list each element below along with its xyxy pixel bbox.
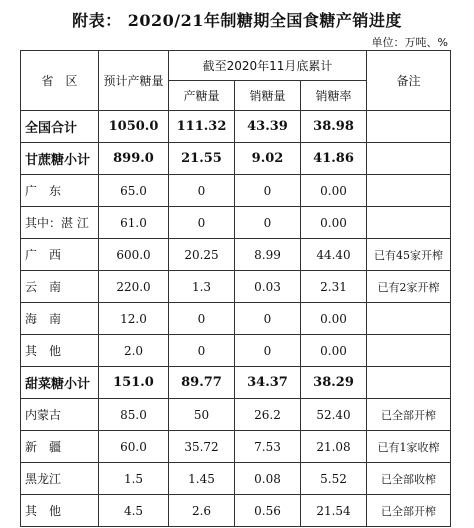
table-row — [21, 463, 451, 495]
cell-remarks — [367, 207, 451, 239]
header-sales-rate: 销糖率 — [301, 81, 367, 111]
table-row — [21, 271, 451, 303]
cell-sales: 7.53 — [235, 431, 301, 463]
cell-production: 50 — [169, 399, 235, 431]
cell-sales-rate: 0.00 — [301, 207, 367, 239]
cell-forecast: 151.0 — [99, 367, 169, 399]
cell-sales-rate: 0.00 — [301, 335, 367, 367]
cell-sales-rate: 38.29 — [301, 367, 367, 399]
table-row — [21, 303, 451, 335]
cell-sales-rate: 52.40 — [301, 399, 367, 431]
cell-sales-rate: 2.31 — [301, 271, 367, 303]
cell-remarks — [367, 111, 451, 143]
table-row — [21, 239, 451, 271]
cell-province: 广 东 — [21, 175, 99, 207]
cell-forecast: 85.0 — [99, 399, 169, 431]
cell-production: 1.3 — [169, 271, 235, 303]
cell-forecast: 65.0 — [99, 175, 169, 207]
cell-province: 其 他 — [21, 335, 99, 367]
cell-province: 内蒙古 — [21, 399, 99, 431]
cell-sales: 0 — [235, 207, 301, 239]
table-row — [21, 207, 451, 239]
cell-forecast: 4.5 — [99, 495, 169, 527]
header-production: 产糖量 — [169, 81, 235, 111]
cell-sales: 8.99 — [235, 239, 301, 271]
cell-sales: 43.39 — [235, 111, 301, 143]
cell-remarks: 已有45家开榨 — [367, 239, 451, 271]
table-row — [21, 367, 451, 399]
table-row — [21, 399, 451, 431]
cell-forecast: 600.0 — [99, 239, 169, 271]
cell-sales: 0 — [235, 175, 301, 207]
cell-production: 20.25 — [169, 239, 235, 271]
cell-remarks — [367, 367, 451, 399]
cell-sales-rate: 0.00 — [301, 303, 367, 335]
cell-province: 甘蔗糖小计 — [21, 143, 99, 175]
cell-sales-rate: 41.86 — [301, 143, 367, 175]
cell-remarks — [367, 303, 451, 335]
cell-province: 广 西 — [21, 239, 99, 271]
table-row — [21, 495, 451, 527]
cell-forecast: 12.0 — [99, 303, 169, 335]
unit-label: 单位：万吨、% — [371, 36, 448, 49]
cell-production: 111.32 — [169, 111, 235, 143]
cell-sales: 0.08 — [235, 463, 301, 495]
cell-sales-rate: 21.08 — [301, 431, 367, 463]
cell-production: 0 — [169, 207, 235, 239]
cell-production: 21.55 — [169, 143, 235, 175]
cell-remarks: 已有1家收榨 — [367, 431, 451, 463]
cell-province: 甜菜糖小计 — [21, 367, 99, 399]
header-sales: 销糖量 — [235, 81, 301, 111]
cell-sales-rate: 0.00 — [301, 175, 367, 207]
cell-sales-rate: 44.40 — [301, 239, 367, 271]
cell-sales: 0 — [235, 335, 301, 367]
cell-remarks: 已全部开榨 — [367, 495, 451, 527]
cell-sales: 9.02 — [235, 143, 301, 175]
page-title: 附表： 2020/21年制糖期全国食糖产销进度 — [72, 11, 402, 30]
cell-production: 2.6 — [169, 495, 235, 527]
cell-remarks: 已全部收榨 — [367, 463, 451, 495]
cell-remarks: 已全部开榨 — [367, 399, 451, 431]
header-cumulative-group: 截至2020年11月底累计 — [169, 51, 367, 81]
cell-sales-rate: 38.98 — [301, 111, 367, 143]
cell-forecast: 1.5 — [99, 463, 169, 495]
header-remarks: 备注 — [367, 51, 451, 111]
cell-sales: 34.37 — [235, 367, 301, 399]
cell-sales: 26.2 — [235, 399, 301, 431]
cell-remarks — [367, 143, 451, 175]
cell-production: 0 — [169, 303, 235, 335]
cell-forecast: 1050.0 — [99, 111, 169, 143]
table-row — [21, 175, 451, 207]
cell-sales-rate: 5.52 — [301, 463, 367, 495]
cell-remarks: 已有2家开榨 — [367, 271, 451, 303]
table-body — [21, 111, 451, 527]
cell-production: 0 — [169, 175, 235, 207]
header-province: 省 区 — [21, 51, 99, 111]
cell-production: 35.72 — [169, 431, 235, 463]
cell-province: 其 他 — [21, 495, 99, 527]
cell-sales-rate: 21.54 — [301, 495, 367, 527]
table-row — [21, 111, 451, 143]
cell-forecast: 899.0 — [99, 143, 169, 175]
table-row — [21, 335, 451, 367]
cell-province: 云 南 — [21, 271, 99, 303]
cell-production: 0 — [169, 335, 235, 367]
cell-province: 海 南 — [21, 303, 99, 335]
header-forecast: 预计产糖量 — [99, 51, 169, 111]
cell-production: 1.45 — [169, 463, 235, 495]
cell-forecast: 61.0 — [99, 207, 169, 239]
cell-province: 新 疆 — [21, 431, 99, 463]
cell-production: 89.77 — [169, 367, 235, 399]
cell-remarks — [367, 175, 451, 207]
cell-province: 黑龙江 — [21, 463, 99, 495]
sugar-progress-table — [20, 50, 451, 527]
cell-sales: 0.56 — [235, 495, 301, 527]
cell-forecast: 220.0 — [99, 271, 169, 303]
cell-forecast: 2.0 — [99, 335, 169, 367]
cell-sales: 0.03 — [235, 271, 301, 303]
table-row — [21, 143, 451, 175]
cell-province: 全国合计 — [21, 111, 99, 143]
table-row — [21, 431, 451, 463]
cell-sales: 0 — [235, 303, 301, 335]
cell-province: 其中：湛 江 — [21, 207, 99, 239]
cell-forecast: 60.0 — [99, 431, 169, 463]
cell-remarks — [367, 335, 451, 367]
